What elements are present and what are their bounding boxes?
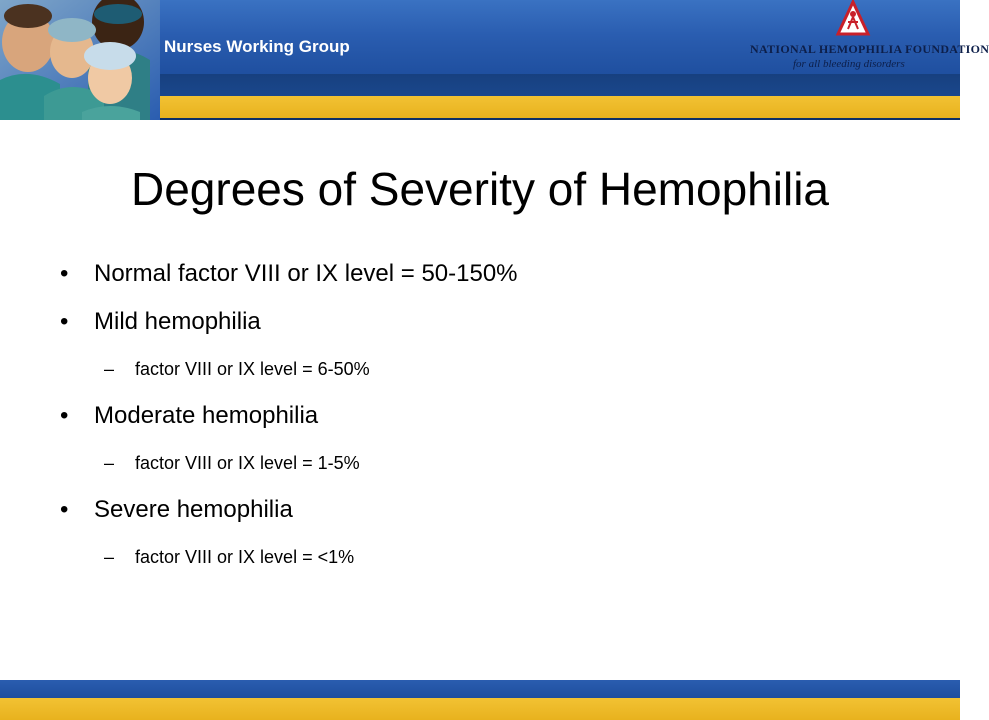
nhf-figure-logo-icon <box>836 0 870 36</box>
sub-bullet-item <box>60 534 920 580</box>
bullet-text: Mild hemophilia <box>94 308 261 335</box>
bullet-item <box>60 298 920 346</box>
bullet-marker: • <box>60 496 69 523</box>
sub-bullet-marker: – <box>104 359 115 379</box>
bullet-list <box>60 250 920 580</box>
slide-header <box>0 0 989 120</box>
sub-bullet-text: factor VIII or IX level = <1% <box>135 547 355 567</box>
bullet-item <box>60 486 920 534</box>
footer-gold-band <box>0 698 960 720</box>
sub-bullet-text: factor VIII or IX level = 6-50% <box>135 359 370 379</box>
slide-title: Degrees of Severity of Hemophilia <box>131 163 829 215</box>
working-group-name: Nurses Working Group <box>164 37 350 56</box>
bullet-item <box>60 250 920 298</box>
bullet-marker: • <box>60 308 69 335</box>
footer-blue-band <box>0 680 960 698</box>
bullet-marker: • <box>60 402 69 429</box>
bullet-text: Moderate hemophilia <box>94 402 319 429</box>
bullet-item <box>60 392 920 440</box>
foundation-name: NATIONAL HEMOPHILIA FOUNDATION <box>750 42 989 56</box>
bullet-text: Severe hemophilia <box>94 496 293 523</box>
sub-bullet-item <box>60 346 920 392</box>
sub-bullet-text: factor VIII or IX level = 1-5% <box>135 453 360 473</box>
bullet-marker: • <box>60 260 69 287</box>
sub-bullet-marker: – <box>104 547 115 567</box>
sub-bullet-marker: – <box>104 453 115 473</box>
nurses-photo <box>0 0 160 120</box>
bullet-text: Normal factor VIII or IX level = 50-150% <box>94 260 518 287</box>
foundation-tagline: for all bleeding disorders <box>793 58 905 70</box>
sub-bullet-item <box>60 440 920 486</box>
